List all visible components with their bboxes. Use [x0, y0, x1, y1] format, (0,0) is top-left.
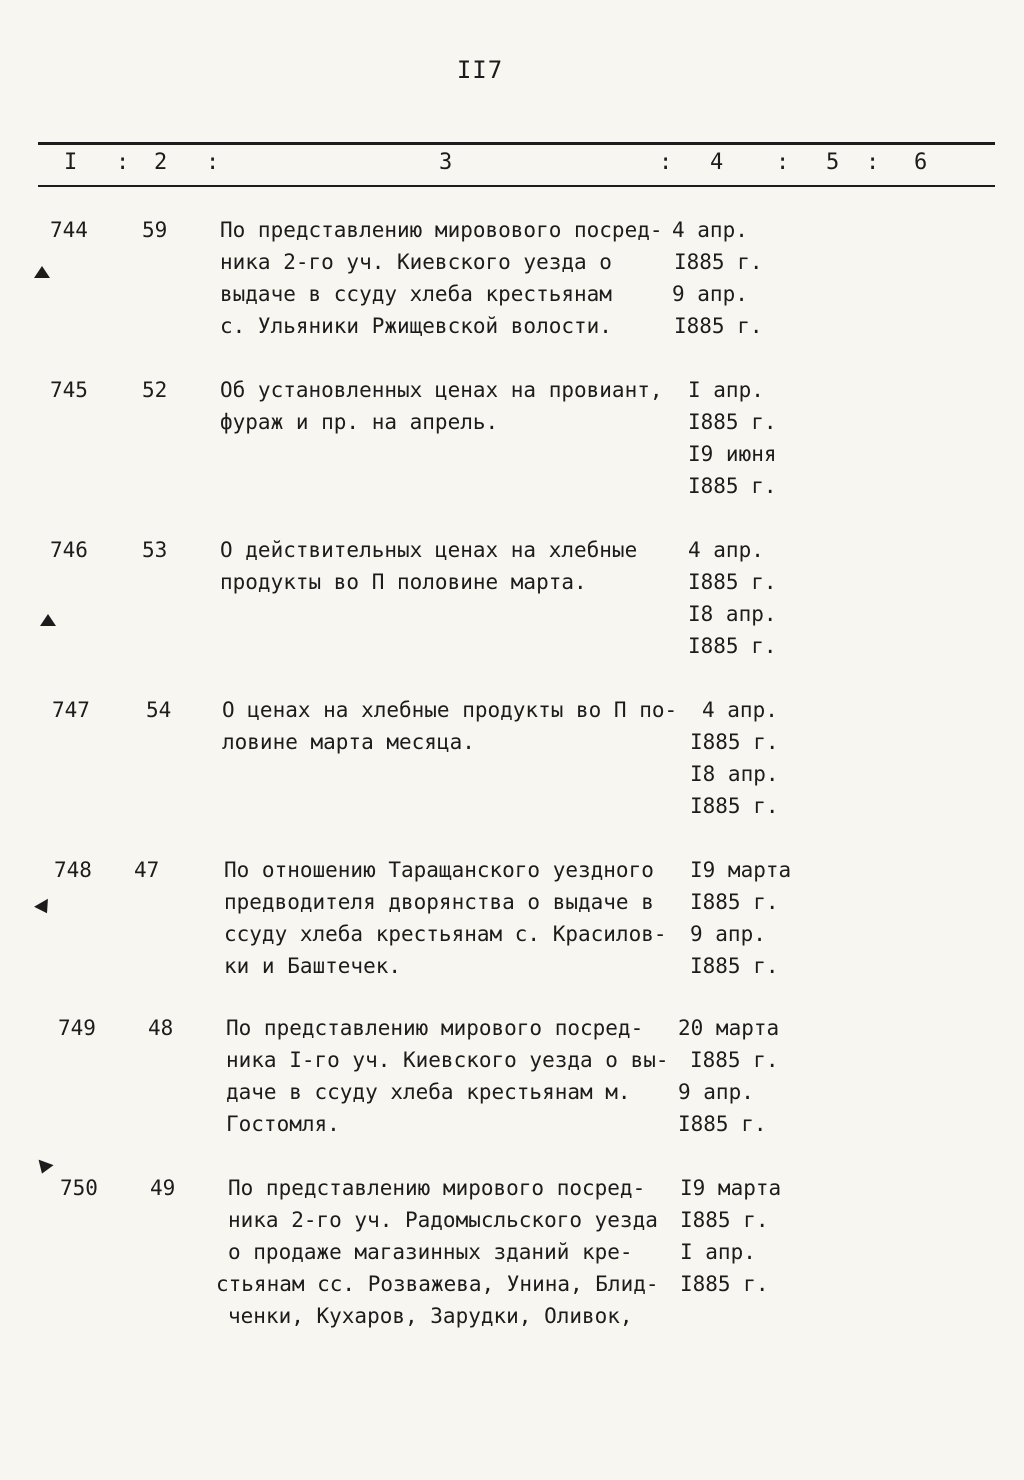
header-col-3: 3 — [439, 150, 453, 175]
entry-date-line: 4 апр. — [688, 538, 764, 562]
header-col-2: 2 — [154, 150, 168, 175]
header-separator: : — [776, 150, 790, 175]
header-separator: : — [206, 150, 220, 175]
entry-date-line: 9 апр. — [690, 922, 766, 946]
margin-mark-icon — [40, 614, 56, 626]
entry-text-line: ки и Баштечек. — [224, 954, 402, 978]
entry-text-line: По представлению мирового посред- — [228, 1176, 646, 1200]
entry-date-line: I8 апр. — [688, 602, 777, 626]
header-col-4: 4 — [710, 150, 724, 175]
entry-text-line: Гостомля. — [226, 1112, 340, 1136]
entry-date-line: I885 г. — [690, 730, 779, 754]
sheet-number: 49 — [150, 1176, 176, 1200]
entry-date-line: 9 апр. — [672, 282, 748, 306]
margin-mark-icon — [34, 266, 50, 278]
entry-text-line: ссуду хлеба крестьянам с. Красилов- — [224, 922, 667, 946]
entry-text-line: По представлению мирового посред- — [226, 1016, 644, 1040]
entry-date-line: I9 марта — [680, 1176, 782, 1200]
entry-text-line: выдаче в ссуду хлеба крестьянам — [220, 282, 612, 306]
header-separator: : — [116, 150, 130, 175]
header-separator: : — [866, 150, 880, 175]
entry-date-line: I9 июня — [688, 442, 777, 466]
entry-date-line: I885 г. — [690, 794, 779, 818]
entry-number: 745 — [50, 378, 88, 402]
entry-text-line: По отношению Таращанского уездного — [224, 858, 654, 882]
entry-date-line: 4 апр. — [672, 218, 748, 242]
entry-text-line: продукты во П половине марта. — [220, 570, 587, 594]
entry-date-line: I885 г. — [690, 954, 779, 978]
sheet-number: 53 — [142, 538, 168, 562]
entry-date-line: I885 г. — [688, 410, 777, 434]
entry-date-line: I885 г. — [678, 1112, 767, 1136]
entry-text-line: О ценах на хлебные продукты во П по- — [222, 698, 678, 722]
sheet-number: 59 — [142, 218, 168, 242]
entry-text-line: фураж и пр. на апрель. — [220, 410, 499, 434]
entry-date-line: 9 апр. — [678, 1080, 754, 1104]
entry-date-line: I885 г. — [690, 890, 779, 914]
header-col-5: 5 — [826, 150, 840, 175]
page-number: II7 — [456, 56, 504, 84]
header-col-1: I — [64, 150, 78, 175]
entry-date-line: 20 марта — [678, 1016, 780, 1040]
entry-number: 744 — [50, 218, 88, 242]
margin-mark-icon — [34, 899, 54, 917]
entry-date-line: I885 г. — [674, 250, 763, 274]
entry-date-line: I885 г. — [674, 314, 763, 338]
entry-text-line: даче в ссуду хлеба крестьянам м. — [226, 1080, 631, 1104]
sheet-number: 47 — [134, 858, 160, 882]
entry-date-line: I апр. — [680, 1240, 756, 1264]
entry-date-line: I9 марта — [690, 858, 792, 882]
margin-mark-icon — [34, 1160, 53, 1177]
entry-text-line: предводителя дворянства о выдаче в — [224, 890, 654, 914]
sheet-number: 52 — [142, 378, 168, 402]
entry-text-line: По представлению мировового посред- — [220, 218, 663, 242]
entry-text-line: ника I-го уч. Киевского уезда о вы- — [226, 1048, 669, 1072]
entry-text-line: ловине марта месяца. — [222, 730, 475, 754]
entry-number: 748 — [54, 858, 92, 882]
entry-date-line: I апр. — [688, 378, 764, 402]
entry-date-line: I885 г. — [680, 1208, 769, 1232]
entry-text-line: ника 2-го уч. Киевского уезда о — [220, 250, 612, 274]
entry-text-line: Об установленных ценах на провиант, — [220, 378, 663, 402]
sheet-number: 54 — [146, 698, 172, 722]
entry-number: 750 — [60, 1176, 98, 1200]
entry-date-line: I885 г. — [688, 570, 777, 594]
entry-text-line: стьянам сс. Розважева, Унина, Блид- — [216, 1272, 659, 1296]
entry-date-line: I885 г. — [690, 1048, 779, 1072]
header-separator: : — [659, 150, 673, 175]
header-top-rule — [38, 142, 995, 145]
entry-number: 749 — [58, 1016, 96, 1040]
entry-number: 747 — [52, 698, 90, 722]
header-col-6: 6 — [914, 150, 928, 175]
sheet-number: 48 — [148, 1016, 174, 1040]
entry-date-line: 4 апр. — [702, 698, 778, 722]
header-bottom-rule — [38, 185, 995, 187]
entry-text-line: ченки, Кухаров, Зарудки, Оливок, — [228, 1304, 633, 1328]
entry-text-line: О действительных ценах на хлебные — [220, 538, 638, 562]
entry-text-line: ника 2-го уч. Радомысльского уезда — [228, 1208, 658, 1232]
entry-date-line: I885 г. — [688, 474, 777, 498]
entry-date-line: I8 апр. — [690, 762, 779, 786]
entry-date-line: I885 г. — [680, 1272, 769, 1296]
entry-text-line: с. Ульяники Ржищевской волости. — [220, 314, 612, 338]
entry-text-line: о продаже магазинных зданий кре- — [228, 1240, 633, 1264]
entry-date-line: I885 г. — [688, 634, 777, 658]
entry-number: 746 — [50, 538, 88, 562]
